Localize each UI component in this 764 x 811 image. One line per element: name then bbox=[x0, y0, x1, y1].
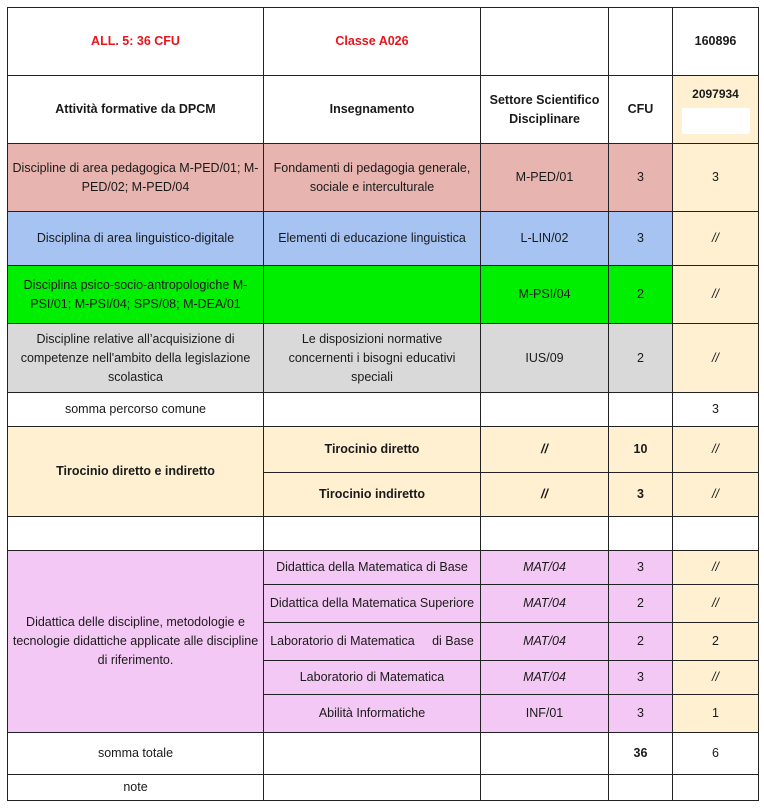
settore-cell: MAT/04 bbox=[481, 661, 609, 695]
code-cell: 2 bbox=[673, 623, 759, 661]
code-160896: 160896 bbox=[673, 8, 759, 76]
settore-cell: MAT/04 bbox=[481, 623, 609, 661]
code-cell: // bbox=[673, 212, 759, 266]
empty-cell bbox=[609, 393, 673, 427]
somma-totale-cfu: 36 bbox=[609, 733, 673, 775]
note-row bbox=[8, 775, 759, 801]
code-cell: // bbox=[673, 661, 759, 695]
empty-cell bbox=[264, 733, 481, 775]
attivita-cell: Disciplina psico-socio-antropologiche M-PSI/01; M-PSI/04; SPS/08; M-DEA/01 bbox=[8, 266, 264, 324]
note-label: note bbox=[8, 775, 264, 801]
somma-totale-label: somma totale bbox=[8, 733, 264, 775]
empty-cell bbox=[673, 517, 759, 551]
somma-comune-code: 3 bbox=[673, 393, 759, 427]
table-row bbox=[8, 266, 759, 324]
cfu-cell: 3 bbox=[609, 661, 673, 695]
code-cell: // bbox=[673, 473, 759, 517]
empty-cell bbox=[264, 517, 481, 551]
didattica-attivita: Didattica delle discipline, metodologie e tecnologie didattiche applicate alle discipline di riferimento. bbox=[8, 551, 264, 733]
cfu-cell: 3 bbox=[609, 695, 673, 733]
settore-cell: MAT/04 bbox=[481, 551, 609, 585]
col-attivita: Attività formative da DPCM bbox=[8, 76, 264, 144]
insegnamento-cell: Abilità Informatiche bbox=[264, 695, 481, 733]
cfu-cell: 2 bbox=[609, 585, 673, 623]
settore-cell: // bbox=[481, 427, 609, 473]
empty-cell bbox=[481, 517, 609, 551]
code-2097934-label: 2097934 bbox=[692, 87, 739, 101]
insegnamento-cell: Fondamenti di pedagogia generale, sociale e interculturale bbox=[264, 144, 481, 212]
settore-cell: MAT/04 bbox=[481, 585, 609, 623]
col-settore: Settore Scientifico Disciplinare bbox=[481, 76, 609, 144]
blank-row bbox=[8, 517, 759, 551]
somma-totale-row bbox=[8, 733, 759, 775]
table-row bbox=[8, 427, 759, 473]
insegnamento-cell: Didattica della Matematica di Base bbox=[264, 551, 481, 585]
code-cell: // bbox=[673, 324, 759, 393]
cfu-cell: 10 bbox=[609, 427, 673, 473]
settore-cell: // bbox=[481, 473, 609, 517]
settore-cell: M-PSI/04 bbox=[481, 266, 609, 324]
code-cell: // bbox=[673, 585, 759, 623]
table-row bbox=[8, 144, 759, 212]
somma-comune-label: somma percorso comune bbox=[8, 393, 264, 427]
cfu-cell: 2 bbox=[609, 623, 673, 661]
empty-cell bbox=[609, 8, 673, 76]
attivita-cell: Discipline di area pedagogica M-PED/01; M-PED/02; M-PED/04 bbox=[8, 144, 264, 212]
empty-cell bbox=[609, 775, 673, 801]
code-cell: // bbox=[673, 427, 759, 473]
table-row bbox=[8, 551, 759, 585]
code-cell: // bbox=[673, 551, 759, 585]
insegnamento-cell: Tirocinio diretto bbox=[264, 427, 481, 473]
empty-cell bbox=[481, 393, 609, 427]
code-cell: 3 bbox=[673, 144, 759, 212]
attivita-cell: Disciplina di area linguistico-digitale bbox=[8, 212, 264, 266]
cfu-cell: 2 bbox=[609, 324, 673, 393]
empty-cell bbox=[264, 393, 481, 427]
col-code-2097934 bbox=[673, 76, 759, 144]
insegnamento-cell: Elementi di educazione linguistica bbox=[264, 212, 481, 266]
cfu-cell: 2 bbox=[609, 266, 673, 324]
insegnamento-cell bbox=[264, 266, 481, 324]
settore-cell: L-LIN/02 bbox=[481, 212, 609, 266]
settore-cell: M-PED/01 bbox=[481, 144, 609, 212]
empty-cell bbox=[8, 517, 264, 551]
col-insegnamento: Insegnamento bbox=[264, 76, 481, 144]
table-row bbox=[8, 324, 759, 393]
allegato-title: ALL. 5: 36 CFU bbox=[8, 8, 264, 76]
empty-cell bbox=[264, 775, 481, 801]
classe-title: Classe A026 bbox=[264, 8, 481, 76]
insegnamento-cell: Tirocinio indiretto bbox=[264, 473, 481, 517]
empty-cell bbox=[481, 8, 609, 76]
empty-cell bbox=[609, 517, 673, 551]
col-cfu: CFU bbox=[609, 76, 673, 144]
somma-comune-row bbox=[8, 393, 759, 427]
code-cell: // bbox=[673, 266, 759, 324]
cfu-cell: 3 bbox=[609, 144, 673, 212]
tirocinio-attivita: Tirocinio diretto e indiretto bbox=[8, 427, 264, 517]
title-row bbox=[8, 8, 759, 76]
column-header-row bbox=[8, 76, 759, 144]
cfu-cell: 3 bbox=[609, 212, 673, 266]
white-box bbox=[682, 108, 750, 134]
insegnamento-cell: Laboratorio di Matematica di Base bbox=[264, 623, 481, 661]
cfu-cell: 3 bbox=[609, 473, 673, 517]
cfu-cell: 3 bbox=[609, 551, 673, 585]
empty-cell bbox=[481, 733, 609, 775]
attivita-cell: Discipline relative all’acquisizione di competenze nell'ambito della legislazione scolastica bbox=[8, 324, 264, 393]
settore-cell: INF/01 bbox=[481, 695, 609, 733]
empty-cell bbox=[481, 775, 609, 801]
insegnamento-cell: Le disposizioni normative concernenti i bisogni educativi speciali bbox=[264, 324, 481, 393]
insegnamento-cell: Laboratorio di Matematica bbox=[264, 661, 481, 695]
insegnamento-cell: Didattica della Matematica Superiore bbox=[264, 585, 481, 623]
somma-totale-code: 6 bbox=[673, 733, 759, 775]
settore-cell: IUS/09 bbox=[481, 324, 609, 393]
cfu-table bbox=[7, 7, 759, 801]
code-cell: 1 bbox=[673, 695, 759, 733]
empty-cell bbox=[673, 775, 759, 801]
table-row bbox=[8, 212, 759, 266]
